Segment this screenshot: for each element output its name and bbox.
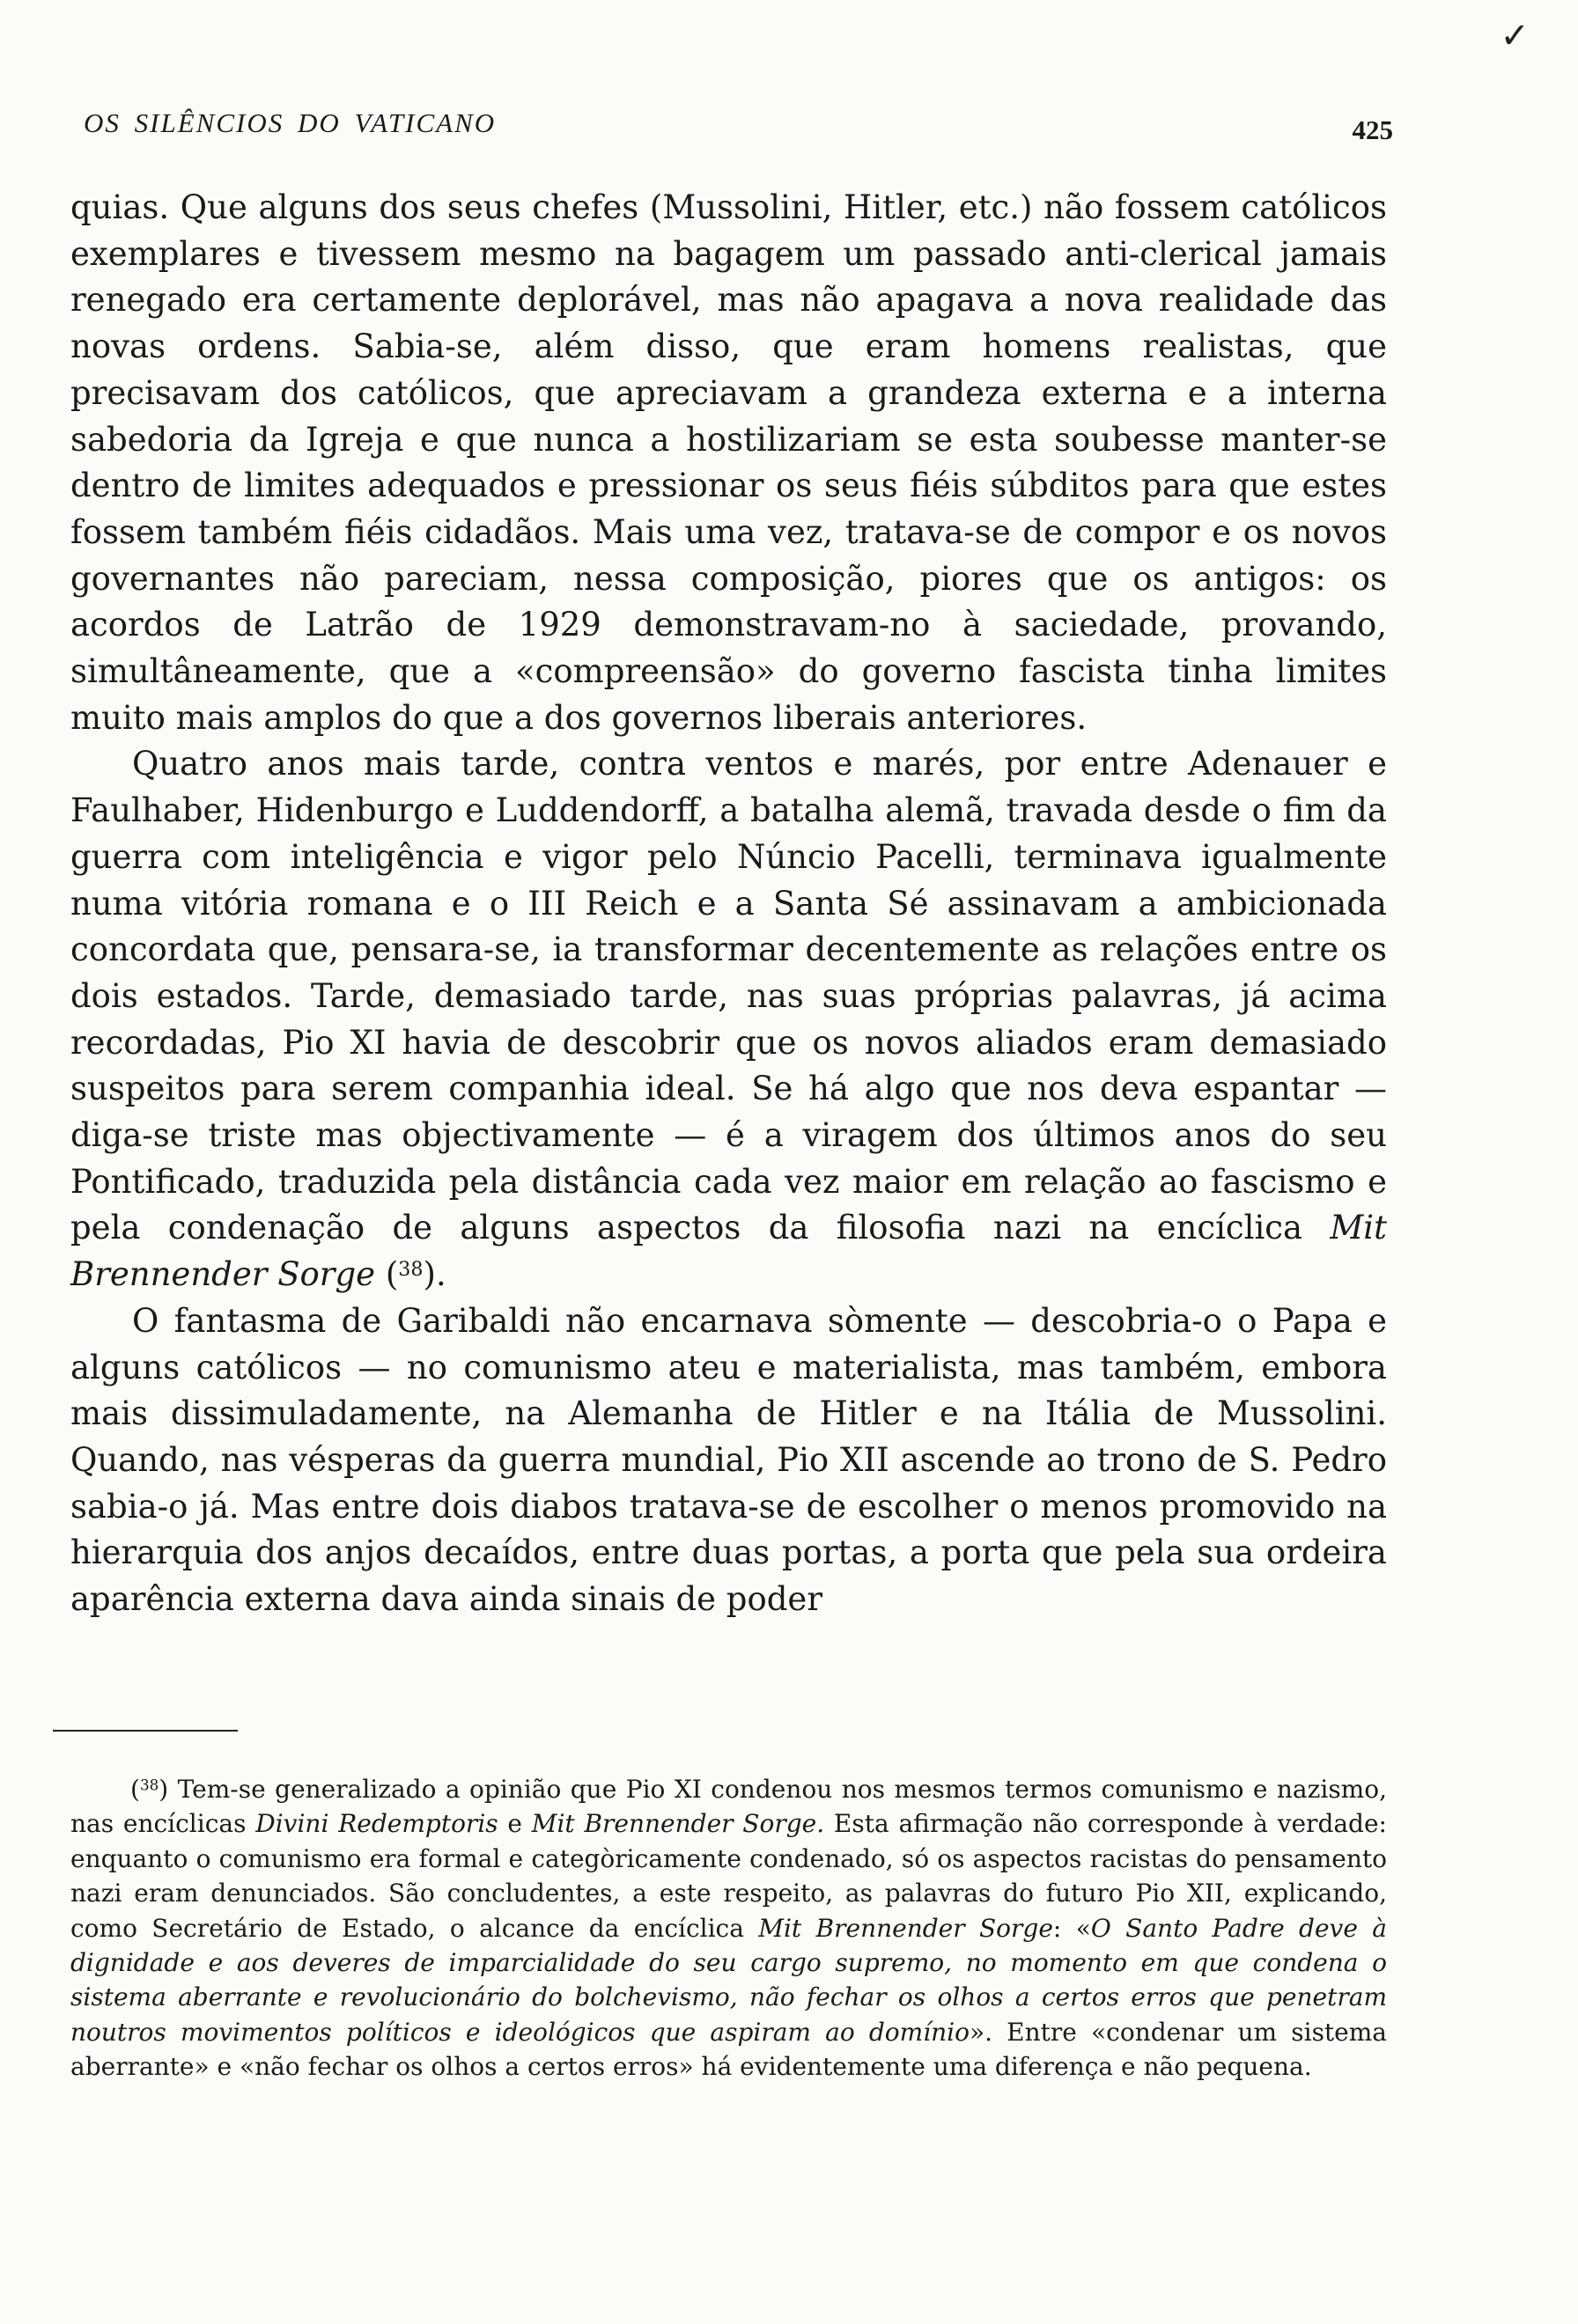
footnote-38: ($^{38}$) Tem-se generalizado a opinião que Pio XI condenou nos mesmos termos comunismo e nazismo, nas encíclicas Divini Redemptoris e Mit Brennender Sorge. Esta afirmação não corresponde à verdade: enquanto o comunismo era formal e categòricamente condenado, só os aspectos racistas do pensamento nazi eram denunciados. São concludentes, a este respeito, as palavras do futuro Pio XII, explicando, como Secretário de Estado, o alcance da encíclica Mit Brennender Sorge: «O Santo Padre deve à dignidade e aos deveres de imparcialidade do seu cargo supremo, no momento em que condena o sistema aberrante e revolucionário do bolchevismo, não fechar os olhos a certos erros que penetram noutros movimentos políticos e ideológicos que aspiram ao domínio». Entre «condenar um sistema aberrante» e «não fechar os olhos a certos erros» há evidentemente uma diferença e não pequena. [70,1775,1388,2082]
encyclical-title: Mit Brennender Sorge [70,1209,1387,1294]
footnote-text-2: e [498,1809,532,1839]
footnote-text-3: Esta afirmação não corresponde à verdade: enquanto o comunismo era formal e categòricamente condenado, só os aspectos racistas do pensamento nazi eram denunciados. São concludentes, a este respeito, as palavras do futuro Pio XII, explicando, como Secretário de Estado, o alcance da encíclica [70,1809,1387,1943]
footnote-reference[interactable]: 38 [398,1258,424,1282]
footnote-number: 38 [139,1776,159,1794]
page-number: 425 [1352,114,1393,145]
footnote-italic-3: Mit Brennender Sorge [758,1913,1053,1943]
handwritten-check-mark: ✓ [1500,16,1530,56]
main-text [70,185,1387,1623]
running-title: OS SILÊNCIOS DO VATICANO [84,107,497,138]
footnote [70,1772,1387,2085]
footnote-text-4: : « [1052,1913,1091,1943]
footnote-italic-1: Divini Redemptoris [255,1809,498,1839]
footnote-text-5: ». Entre «condenar um sistema aberrante» e «não fechar os olhos a certos erros» há evidentemente uma diferença e não pequena. [70,2017,1388,2082]
paragraph-1: quias. Que alguns dos seus chefes (Mussolini, Hitler, etc.) não fossem católicos exemplares e tivessem mesmo na bagagem um passado anti-clerical jamais renegado era certamente deplorável, mas não apagava a nova realidade das novas ordens. Sabia-se, além disso, que eram homens realistas, que precisavam dos católicos, que apreciavam a grandeza externa e a interna sabedoria da Igreja e que nunca a hostilizariam se esta soubesse manter-se dentro de limites adequados e pressionar os seus fiéis súbditos para que estes fossem também fiéis cidadãos. Mais uma vez, tratava-se de compor e os novos governantes não pareciam, nessa composição, piores que os antigos: os acordos de Latrão de 1929 demonstravam-no à saciedade, provando, simultâneamente, que a «compreensão» do governo fascista tinha limites muito mais amplos do que a dos governos liberais anteriores. [70,188,1387,737]
footnote-text-1: Tem-se generalizado a opinião que Pio XI condenou nos mesmos termos comunismo e nazismo, nas encíclicas [70,1775,1387,1839]
footnote-italic-2: Mit Brennender Sorge. [531,1809,825,1839]
footnote-divider [53,1730,238,1732]
paragraph-2-text: Quatro anos mais tarde, contra ventos e marés, por entre Adenauer e Faulhaber, Hidenburgo e Luddendorff, a batalha alemã, travada desde o fim da guerra com inteligência e vigor pelo Núncio Pacelli, terminava igualmente numa vitória romana e o III Reich e a Santa Sé assinavam a ambicionada concordata que, pensara-se, ia transformar decentemente as relações entre os dois estados. Tarde, demasiado tarde, nas suas próprias palavras, já acima recordadas, Pio XI havia de descobrir que os novos aliados eram demasiado suspeitos para serem companhia ideal. Se há algo que nos deva espantar — diga-se triste mas objectivamente — é a viragem dos últimos anos do seu Pontificado, traduzida pela distância cada vez maior em relação ao fascismo e pela condenação de alguns aspectos da filosofia nazi na encíclica [70,745,1387,1247]
paragraph-3: O fantasma de Garibaldi não encarnava sòmente — descobria-o o Papa e alguns católicos — no comunismo ateu e materialista, mas também, embora mais dissimuladamente, na Alemanha de Hitler e na Itália de Mussolini. Quando, nas vésperas da guerra mundial, Pio XII ascende ao trono de S. Pedro sabia-o já. Mas entre dois diabos tratava-se de escolher o menos promovido na hierarquia dos anjos decaídos, entre duas portas, a porta que pela sua ordeira aparência externa dava ainda sinais de poder [70,1301,1387,1619]
footnote-quote: O Santo Padre deve à dignidade e aos deveres de imparcialidade do seu cargo supremo, no momento em que condena o sistema aberrante e revolucionário do bolchevismo, não fechar os olhos a certos erros que penetram noutros movimentos políticos e ideológicos que aspiram ao domínio [70,1913,1387,2047]
paragraph-2: Quatro anos mais tarde, contra ventos e marés, por entre Adenauer e Faulhaber, Hidenburgo e Luddendorff, a batalha alemã, travada desde o fim da guerra com inteligência e vigor pelo Núncio Pacelli, terminava igualmente numa vitória romana e o III Reich e a Santa Sé assinavam a ambicionada concordata que, pensara-se, ia transformar decentemente as relações entre os dois estados. Tarde, demasiado tarde, nas suas próprias palavras, já acima recordadas, Pio XI havia de descobrir que os novos aliados eram demasiado suspeitos para serem companhia ideal. Se há algo que nos deva espantar — diga-se triste mas objectivamente — é a viragem dos últimos anos do seu Pontificado, traduzida pela distância cada vez maior em relação ao fascismo e pela condenação de alguns aspectos da filosofia nazi na encíclica Mit Brennender Sorge ($^{38}$). [70,745,1387,1294]
